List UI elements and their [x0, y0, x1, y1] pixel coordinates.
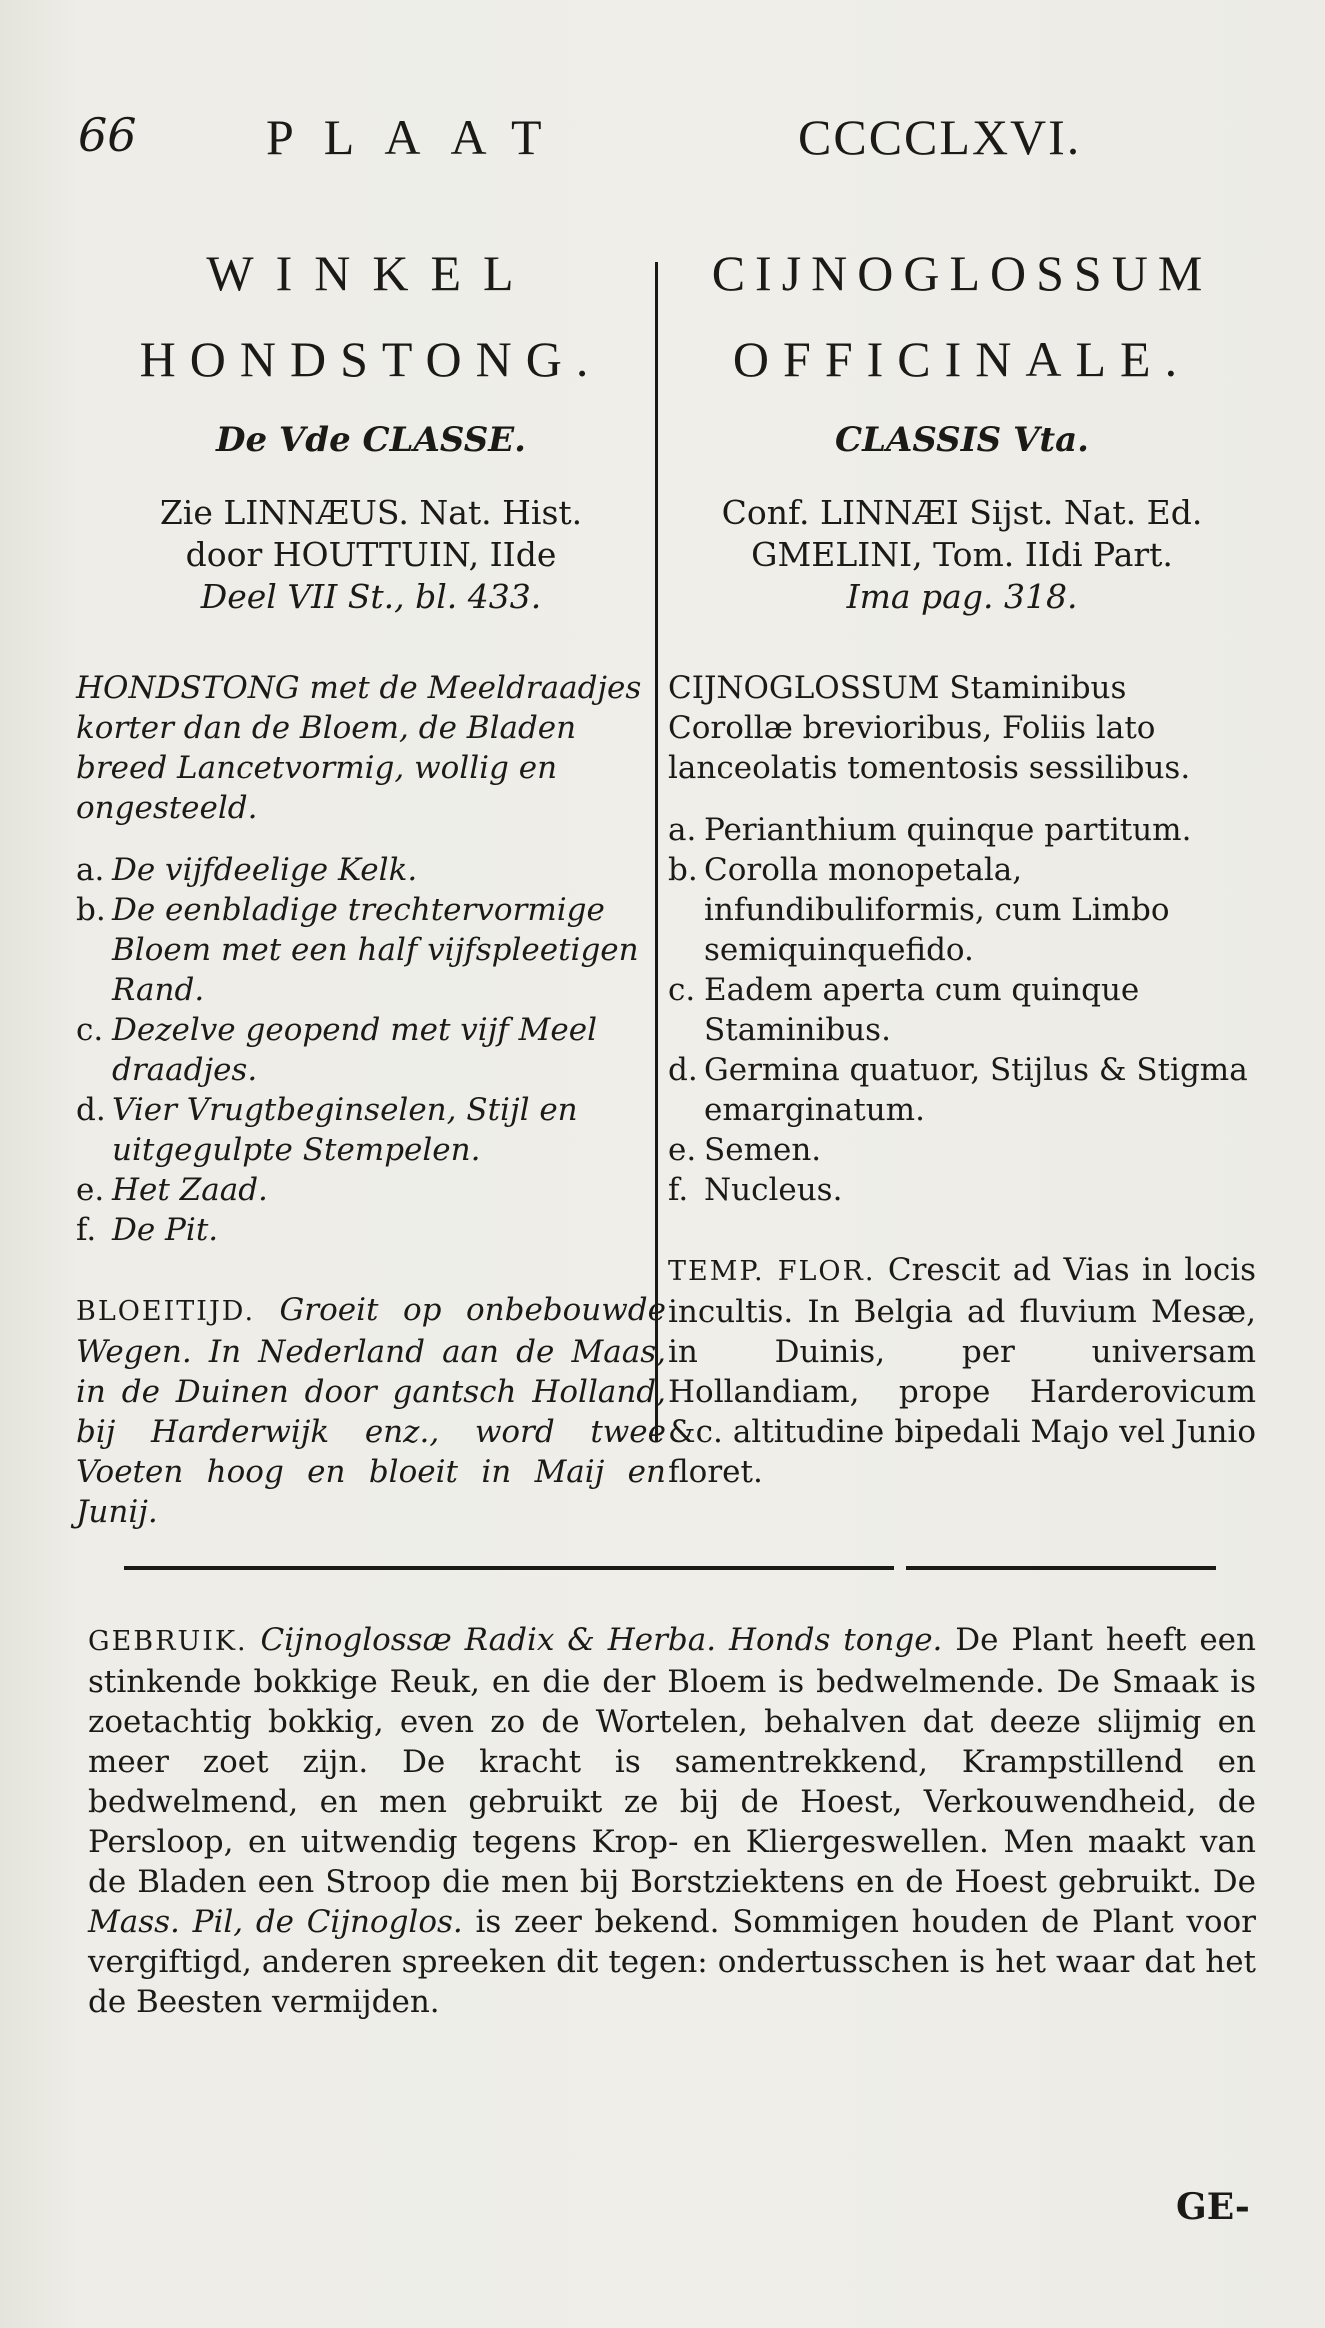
latin-class: CLASSIS Vta.	[835, 420, 1089, 460]
item-text: Vier Vrugtbeginselen, Stijl en uitgegulpte Stempelen.	[112, 1092, 578, 1168]
dutch-flowering-text: Groeit op onbebouwde Wegen. In Nederland aan de Maas, in de Duinen door gantsch Holland, bij Harderwijk enz., word twee Voeten hoog en bloeit in Maij en Junij.	[76, 1292, 666, 1530]
latin-title-line2: OFFICINALE.	[732, 331, 1192, 387]
list-item	[76, 1170, 666, 1210]
list-item	[668, 810, 1256, 850]
item-text: Het Zaad.	[112, 1172, 268, 1208]
item-label: d.	[668, 1052, 698, 1088]
list-item	[76, 850, 666, 890]
item-label: b.	[668, 852, 698, 888]
item-text: Germina quatuor, Stijlus & Stigma emarginatum.	[704, 1052, 1248, 1128]
latin-title-line1: CIJNOGLOSSUM	[711, 245, 1213, 301]
list-item	[76, 890, 666, 1010]
item-text: De vijfdeelige Kelk.	[112, 852, 418, 888]
dutch-ref-line3: Deel VII St., bl. 433.	[200, 577, 542, 616]
latin-ref-line2: GMELINI, Tom. IIdi Part.	[751, 535, 1173, 574]
usage-text-part2: is zeer bekend. Sommigen houden de Plant voor vergiftigd, anderen spreeken dit tegen: ondertusschen is het waar dat het de Beesten vermijden.	[88, 1904, 1257, 2020]
list-item	[76, 1010, 666, 1090]
plate-number: CCCCLXVI.	[798, 109, 1082, 165]
dutch-description: HONDSTONG met de Meeldraadjes korter dan de Bloem, de Bladen breed Lancetvormig, wollig en ongesteeld.	[76, 670, 642, 826]
usage-italic-reference: Mass. Pil, de Cijnoglos.	[88, 1904, 463, 1940]
item-label: e.	[668, 1132, 697, 1168]
dutch-class: De Vde CLASSE.	[215, 420, 527, 460]
dutch-title-line1: WINKEL	[206, 245, 536, 301]
section-rule	[124, 1566, 894, 1570]
latin-ref-line1: Conf. LINNÆI Sijst. Nat. Ed.	[721, 493, 1203, 532]
latin-item-list	[668, 810, 1256, 1210]
item-label: a.	[668, 812, 697, 848]
running-head	[78, 108, 1248, 168]
usage-text-part1: De Plant heeft een stinkende bokkige Reuk, en die der Bloem is bedwelmende. De Smaak is zoetachtig bokkig, even zo de Wortelen, behalven dat deeze slijmig en meer zoet zijn. De kracht is samentrekkend, Krampstillend en bedwelmend, en men gebruikt ze bij de Hoest, Verkouwendheid, de Persloop, en uitwendig tegens Krop- en Kliergeswellen. Men maakt van de Bladen een Stroop die men bij Borstziektens en de Hoest gebruikt. De	[88, 1622, 1256, 1900]
item-label: f.	[668, 1172, 689, 1208]
latin-ref-line3: Ima pag. 318.	[846, 577, 1078, 616]
list-item	[668, 850, 1256, 970]
latin-description: CIJNOGLOSSUM Staminibus Corollæ brevioribus, Foliis lato lanceolatis tomentosis sessilibus.	[668, 670, 1191, 786]
latin-column	[668, 230, 1256, 1492]
dutch-ref-line1: Zie LINNÆUS. Nat. Hist.	[159, 493, 583, 532]
item-text: De Pit.	[112, 1212, 219, 1248]
item-text: Dezelve geopend met vijf Meel draadjes.	[112, 1012, 597, 1088]
usage-paragraph	[88, 1620, 1256, 2022]
list-item	[668, 970, 1256, 1050]
item-label: c.	[76, 1012, 104, 1048]
latin-flowering-label: TEMP. FLOR.	[668, 1256, 876, 1287]
item-label: c.	[668, 972, 696, 1008]
latin-flowering-text: Crescit ad Vias in locis incultis. In Belgia ad fluvium Mesæ, in Duinis, per universam Hollandiam, prope Harderovicum &c. altitudine bipedali Majo vel Junio floret.	[668, 1252, 1257, 1490]
dutch-column	[76, 230, 666, 1532]
dutch-flowering-label: BLOEITIJD.	[76, 1296, 256, 1327]
item-text: Nucleus.	[704, 1172, 843, 1208]
item-text: Perianthium quinque partitum.	[704, 812, 1192, 848]
item-text: Corolla monopetala, infundibuliformis, cum Limbo semiquinquefido.	[704, 852, 1170, 968]
list-item	[668, 1130, 1256, 1170]
page-number: 66	[78, 108, 137, 162]
item-label: e.	[76, 1172, 105, 1208]
item-text: De eenbladige trechtervormige Bloem met een half vijfspleetigen Rand.	[112, 892, 639, 1008]
item-label: d.	[76, 1092, 106, 1128]
list-item	[668, 1050, 1256, 1130]
list-item	[668, 1170, 1256, 1210]
dutch-reference	[76, 492, 666, 618]
catchword: GE-	[1176, 2186, 1250, 2228]
dutch-title-line2: HONDSTONG.	[139, 331, 603, 387]
usage-label: GEBRUIK.	[88, 1626, 248, 1657]
list-item	[76, 1210, 666, 1250]
item-label: b.	[76, 892, 106, 928]
section-rule	[906, 1566, 1216, 1570]
dutch-ref-line2: door HOUTTUIN, IIde	[185, 535, 557, 574]
dutch-item-list	[76, 850, 666, 1250]
dutch-flowering	[76, 1290, 666, 1532]
latin-reference	[668, 492, 1256, 618]
item-text: Eadem aperta cum quinque Staminibus.	[704, 972, 1140, 1048]
item-label: a.	[76, 852, 105, 888]
item-label: f.	[76, 1212, 97, 1248]
latin-flowering	[668, 1250, 1256, 1492]
list-item	[76, 1090, 666, 1170]
usage-italic-intro: Cijnoglossæ Radix & Herba. Honds tonge.	[260, 1622, 943, 1658]
plate-label: PLAAT	[266, 109, 572, 165]
item-text: Semen.	[704, 1132, 822, 1168]
